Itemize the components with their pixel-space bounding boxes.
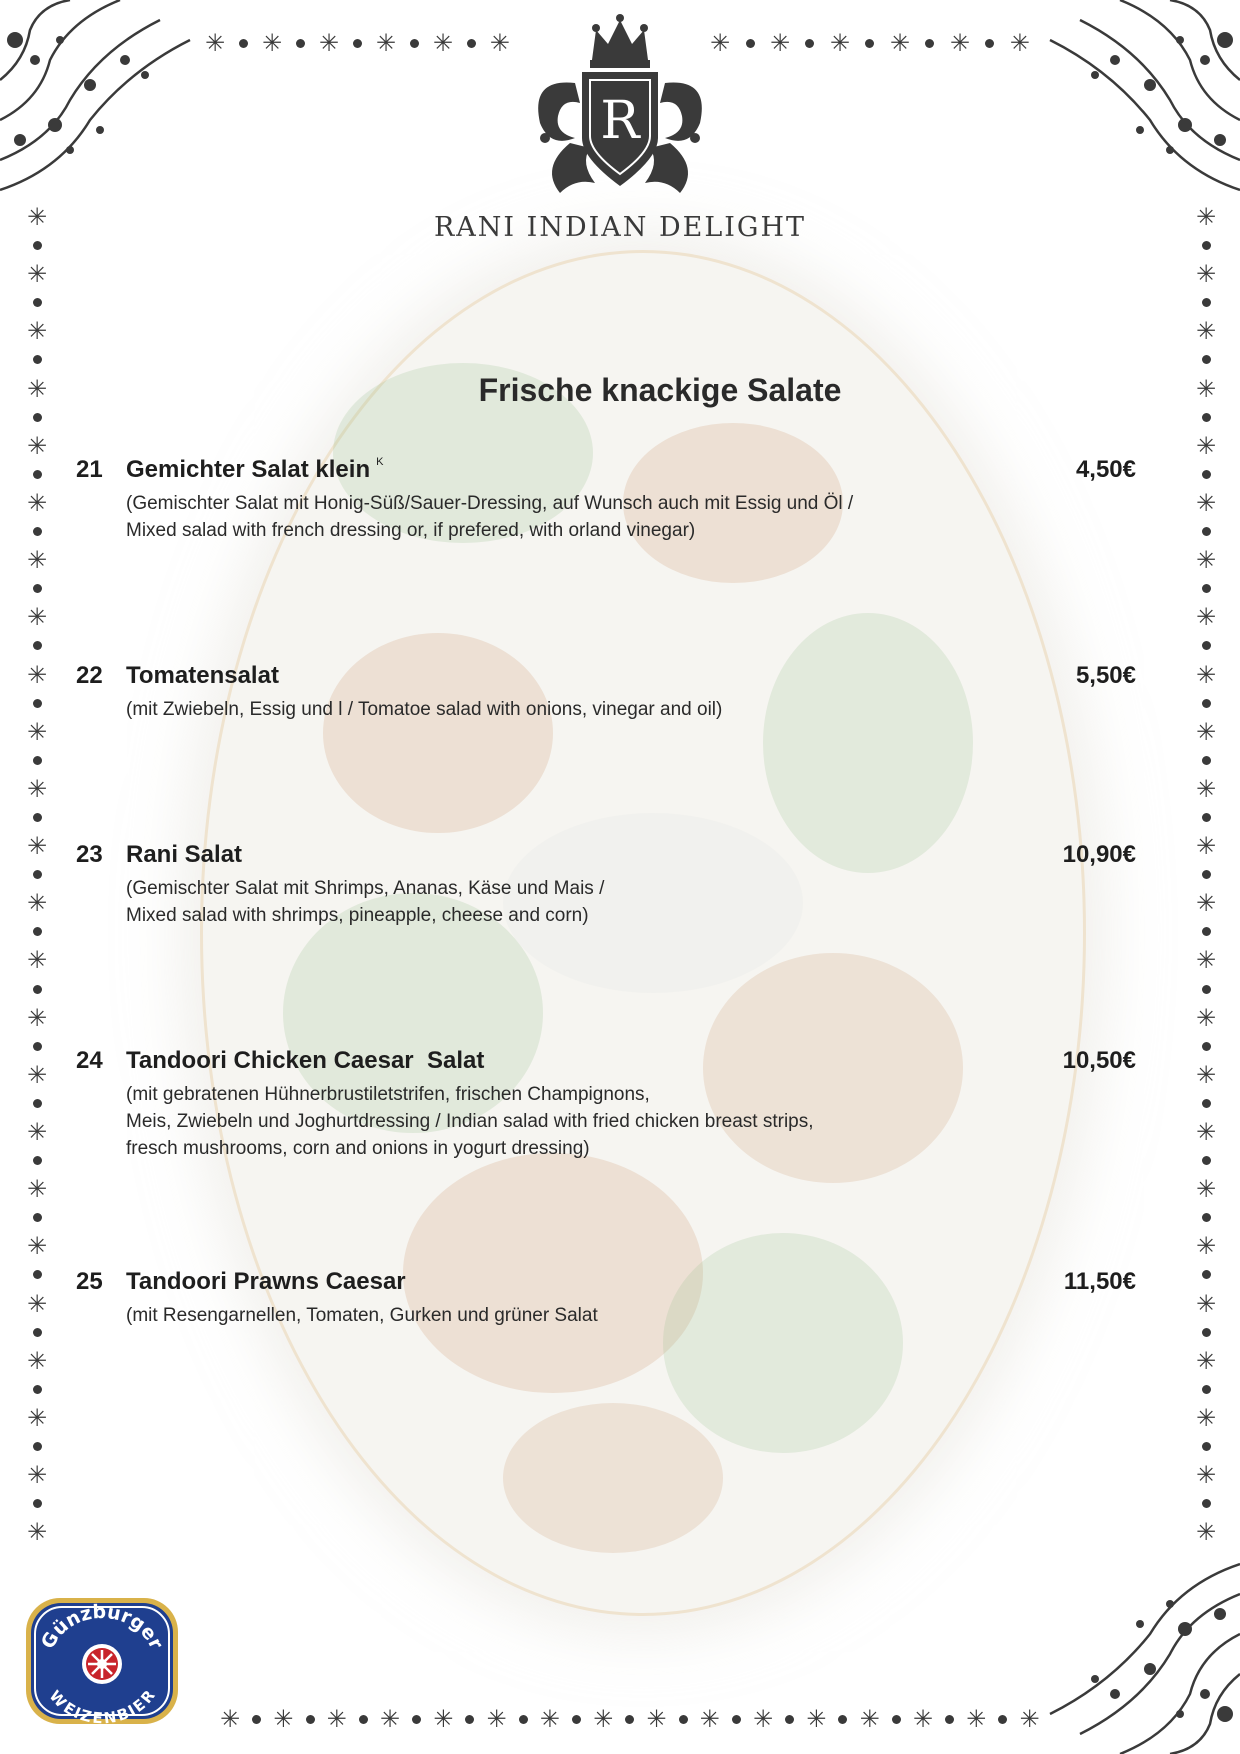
border-star-icon: ✳ <box>1195 832 1217 861</box>
border-star-icon: ✳ <box>1195 1346 1217 1375</box>
item-number: 24 <box>76 1047 103 1074</box>
item-description: (mit Zwiebeln, Essig und l / Tomatoe salad with onions, vinegar and oil) <box>126 699 723 720</box>
border-dot <box>1202 756 1211 765</box>
border-dot <box>1202 870 1211 879</box>
border-star-icon: ✳ <box>1195 546 1217 575</box>
top-border-left <box>205 28 510 58</box>
border-dot <box>33 870 42 879</box>
border-star-icon: ✳ <box>26 1060 48 1089</box>
border-dot <box>33 927 42 936</box>
item-price: 11,50€ <box>1063 1268 1136 1295</box>
border-star-icon: ✳ <box>949 29 970 57</box>
border-star-icon: ✳ <box>1195 774 1217 803</box>
border-star-icon: ✳ <box>26 1118 48 1146</box>
border-dot <box>33 1385 42 1394</box>
border-star-icon: ✳ <box>26 374 48 403</box>
border-star-icon: ✳ <box>1195 260 1217 289</box>
border-star-icon: ✳ <box>806 1705 827 1733</box>
border-star-icon: ✳ <box>1195 660 1217 689</box>
border-dot <box>33 1213 42 1222</box>
border-star-icon: ✳ <box>1195 946 1217 975</box>
border-star-icon: ✳ <box>1195 1003 1217 1032</box>
border-star-icon: ✳ <box>1195 1403 1217 1432</box>
allergen-note: K <box>376 456 384 468</box>
border-dot <box>33 1499 42 1508</box>
leaf-shape <box>763 613 973 873</box>
border-star-icon: ✳ <box>26 946 48 975</box>
border-dot <box>33 756 42 765</box>
leaf-shape <box>663 1233 903 1453</box>
restaurant-name: RANI INDIAN DELIGHT <box>433 212 807 243</box>
salad-plate-background <box>200 250 1086 1616</box>
border-dot <box>1202 584 1211 593</box>
border-star-icon: ✳ <box>26 774 48 803</box>
border-dot <box>746 39 755 48</box>
border-dot <box>625 1715 634 1724</box>
border-dot <box>467 39 476 48</box>
border-dot <box>33 1156 42 1165</box>
menu-item-22 <box>76 662 1136 732</box>
crown-shield-logo-icon <box>500 8 740 208</box>
border-dot <box>1202 1499 1211 1508</box>
border-star-icon: ✳ <box>273 1705 294 1733</box>
border-star-icon: ✳ <box>1195 1461 1217 1490</box>
border-dot <box>306 1715 315 1724</box>
border-dot <box>785 1715 794 1724</box>
border-dot <box>998 1715 1007 1724</box>
border-star-icon: ✳ <box>26 1346 48 1375</box>
border-star-icon: ✳ <box>539 1705 560 1733</box>
border-dot <box>359 1715 368 1724</box>
border-star-icon: ✳ <box>1195 1518 1217 1547</box>
border-dot <box>33 1042 42 1051</box>
border-star-icon: ✳ <box>432 29 453 57</box>
bottom-border <box>220 1704 1040 1734</box>
item-price: 5,50€ <box>1075 662 1136 689</box>
border-dot <box>679 1715 688 1724</box>
border-dot <box>732 1715 741 1724</box>
weizenbier-badge-logo <box>22 1594 182 1728</box>
border-dot <box>1202 355 1211 364</box>
menu-item-25 <box>76 1268 1136 1338</box>
item-number: 21 <box>76 456 103 483</box>
mandala-corner-icon <box>1040 0 1240 200</box>
border-star-icon: ✳ <box>26 317 48 346</box>
border-star-icon: ✳ <box>26 1232 48 1261</box>
border-star-icon: ✳ <box>1195 317 1217 346</box>
border-dot <box>33 355 42 364</box>
border-dot <box>1202 241 1211 250</box>
item-name: Gemichter Salat klein $^K$ <box>126 456 384 483</box>
border-star-icon: ✳ <box>433 1705 454 1733</box>
border-dot <box>33 641 42 650</box>
border-star-icon: ✳ <box>379 1705 400 1733</box>
border-dot <box>945 1715 954 1724</box>
border-star-icon: ✳ <box>205 29 226 57</box>
section-title: Frische knackige Salate <box>478 372 842 408</box>
border-star-icon: ✳ <box>1195 488 1217 517</box>
border-star-icon: ✳ <box>1195 203 1217 231</box>
border-star-icon: ✳ <box>699 1705 720 1733</box>
menu-item-24 <box>76 1047 1136 1167</box>
border-star-icon: ✳ <box>26 431 48 460</box>
item-description: (mit gebratenen Hühnerbrustiletstrifen, frischen Champignons, Meis, Zwiebeln und Joghurtdressing / Indian salad with fried chicken breast strips, fresch mushrooms, corn and onions in yogurt dressing) <box>126 1084 814 1159</box>
badge-top-text: Günzburger <box>36 1600 168 1653</box>
border-star-icon: ✳ <box>26 603 48 632</box>
badge-bottom-text: WEIZENBIER <box>45 1686 159 1728</box>
item-name: Tandoori Chicken Caesar Salat <box>126 1047 485 1074</box>
border-dot <box>252 1715 261 1724</box>
border-star-icon: ✳ <box>375 29 396 57</box>
top-border-right <box>710 28 1030 58</box>
border-dot <box>33 1270 42 1279</box>
border-dot <box>1202 813 1211 822</box>
border-dot <box>519 1715 528 1724</box>
border-star-icon: ✳ <box>889 29 910 57</box>
border-dot <box>1202 1042 1211 1051</box>
border-dot <box>572 1715 581 1724</box>
border-dot <box>33 413 42 422</box>
border-star-icon: ✳ <box>1195 431 1217 460</box>
border-star-icon: ✳ <box>26 832 48 861</box>
border-star-icon: ✳ <box>1195 1060 1217 1089</box>
border-dot <box>33 699 42 708</box>
border-dot <box>1202 1270 1211 1279</box>
border-star-icon: ✳ <box>1019 1705 1040 1733</box>
border-star-icon: ✳ <box>26 1289 48 1318</box>
border-dot <box>239 39 248 48</box>
item-name: Rani Salat <box>126 841 243 868</box>
border-dot <box>1202 1099 1211 1108</box>
border-dot <box>33 813 42 822</box>
item-name: Tomatensalat <box>126 662 279 689</box>
item-description: (mit Resengarnellen, Tomaten, Gurken und grüner Salat <box>126 1305 598 1326</box>
border-star-icon: ✳ <box>1195 603 1217 632</box>
border-star-icon: ✳ <box>1009 29 1030 57</box>
border-star-icon: ✳ <box>26 660 48 689</box>
border-dot <box>925 39 934 48</box>
border-star-icon: ✳ <box>1195 1232 1217 1261</box>
border-dot <box>33 470 42 479</box>
border-dot <box>1202 1328 1211 1337</box>
border-dot <box>33 298 42 307</box>
border-dot <box>33 1099 42 1108</box>
border-dot <box>296 39 305 48</box>
border-star-icon: ✳ <box>26 1175 48 1204</box>
border-star-icon: ✳ <box>829 29 851 57</box>
menu-item-23 <box>76 841 1136 931</box>
border-dot <box>33 1328 42 1337</box>
border-star-icon: ✳ <box>26 717 48 746</box>
border-dot <box>1202 1213 1211 1222</box>
border-dot <box>1202 985 1211 994</box>
border-star-icon: ✳ <box>261 29 283 57</box>
border-star-icon: ✳ <box>710 29 731 57</box>
border-star-icon: ✳ <box>966 1705 987 1733</box>
item-price: 10,90€ <box>1062 841 1136 868</box>
border-star-icon: ✳ <box>26 1461 48 1490</box>
border-star-icon: ✳ <box>593 1705 614 1733</box>
item-number: 25 <box>76 1268 103 1295</box>
border-star-icon: ✳ <box>26 488 48 517</box>
border-dot <box>865 39 874 48</box>
border-star-icon: ✳ <box>26 889 48 918</box>
border-dot <box>1202 1156 1211 1165</box>
border-dot <box>33 1442 42 1451</box>
border-dot <box>1202 927 1211 936</box>
lentil-shape <box>503 1403 723 1553</box>
border-star-icon: ✳ <box>859 1705 880 1733</box>
border-star-icon: ✳ <box>489 29 510 57</box>
border-star-icon: ✳ <box>486 1705 507 1733</box>
border-dot <box>1202 1442 1211 1451</box>
border-dot <box>1202 1385 1211 1394</box>
item-description: (Gemischter Salat mit Honig-Süß/Sauer-Dressing, auf Wunsch auch mit Essig und Öl / Mixed salad with french dressing or, if prefered, with orland vinegar) <box>126 493 854 541</box>
border-star-icon: ✳ <box>26 1518 48 1547</box>
border-star-icon: ✳ <box>26 546 48 575</box>
border-star-icon: ✳ <box>1195 717 1217 746</box>
border-dot <box>33 584 42 593</box>
border-star-icon: ✳ <box>1195 1289 1217 1318</box>
border-star-icon: ✳ <box>1195 1118 1217 1146</box>
border-dot <box>805 39 814 48</box>
border-dot <box>353 39 362 48</box>
border-star-icon: ✳ <box>220 1705 241 1733</box>
border-dot <box>985 39 994 48</box>
border-star-icon: ✳ <box>26 1403 48 1432</box>
item-number: 23 <box>76 841 103 868</box>
border-dot <box>838 1715 847 1724</box>
border-star-icon: ✳ <box>646 1705 667 1733</box>
border-dot <box>1202 527 1211 536</box>
border-star-icon: ✳ <box>26 1003 48 1032</box>
border-star-icon: ✳ <box>26 203 48 231</box>
item-price: 10,50€ <box>1062 1047 1136 1074</box>
mandala-corner-icon <box>0 0 200 200</box>
border-dot <box>892 1715 901 1724</box>
border-dot <box>1202 699 1211 708</box>
border-star-icon: ✳ <box>318 29 340 57</box>
border-dot <box>465 1715 474 1724</box>
logo-letter: R <box>600 91 640 151</box>
item-number: 22 <box>76 662 103 689</box>
border-star-icon: ✳ <box>769 29 791 57</box>
item-description: (Gemischter Salat mit Shrimps, Ananas, Käse und Mais / Mixed salad with shrimps, pineapple, cheese and corn) <box>126 878 605 926</box>
border-star-icon: ✳ <box>1195 1175 1217 1204</box>
border-dot <box>1202 641 1211 650</box>
item-price: 4,50€ <box>1075 456 1136 483</box>
border-dot <box>33 527 42 536</box>
border-dot <box>1202 413 1211 422</box>
border-dot <box>1202 298 1211 307</box>
menu-item-21 <box>76 456 1136 546</box>
border-star-icon: ✳ <box>752 1705 774 1733</box>
border-dot <box>33 985 42 994</box>
border-star-icon: ✳ <box>1195 374 1217 403</box>
border-star-icon: ✳ <box>26 260 48 289</box>
item-name: Tandoori Prawns Caesar <box>126 1268 406 1295</box>
border-dot <box>33 241 42 250</box>
right-border <box>1191 205 1221 1545</box>
left-border <box>22 205 52 1545</box>
border-dot <box>412 1715 421 1724</box>
border-star-icon: ✳ <box>1195 889 1217 918</box>
border-star-icon: ✳ <box>326 1705 347 1733</box>
border-star-icon: ✳ <box>912 1705 933 1733</box>
border-dot <box>410 39 419 48</box>
border-dot <box>1202 470 1211 479</box>
mandala-corner-icon <box>1040 1554 1240 1754</box>
